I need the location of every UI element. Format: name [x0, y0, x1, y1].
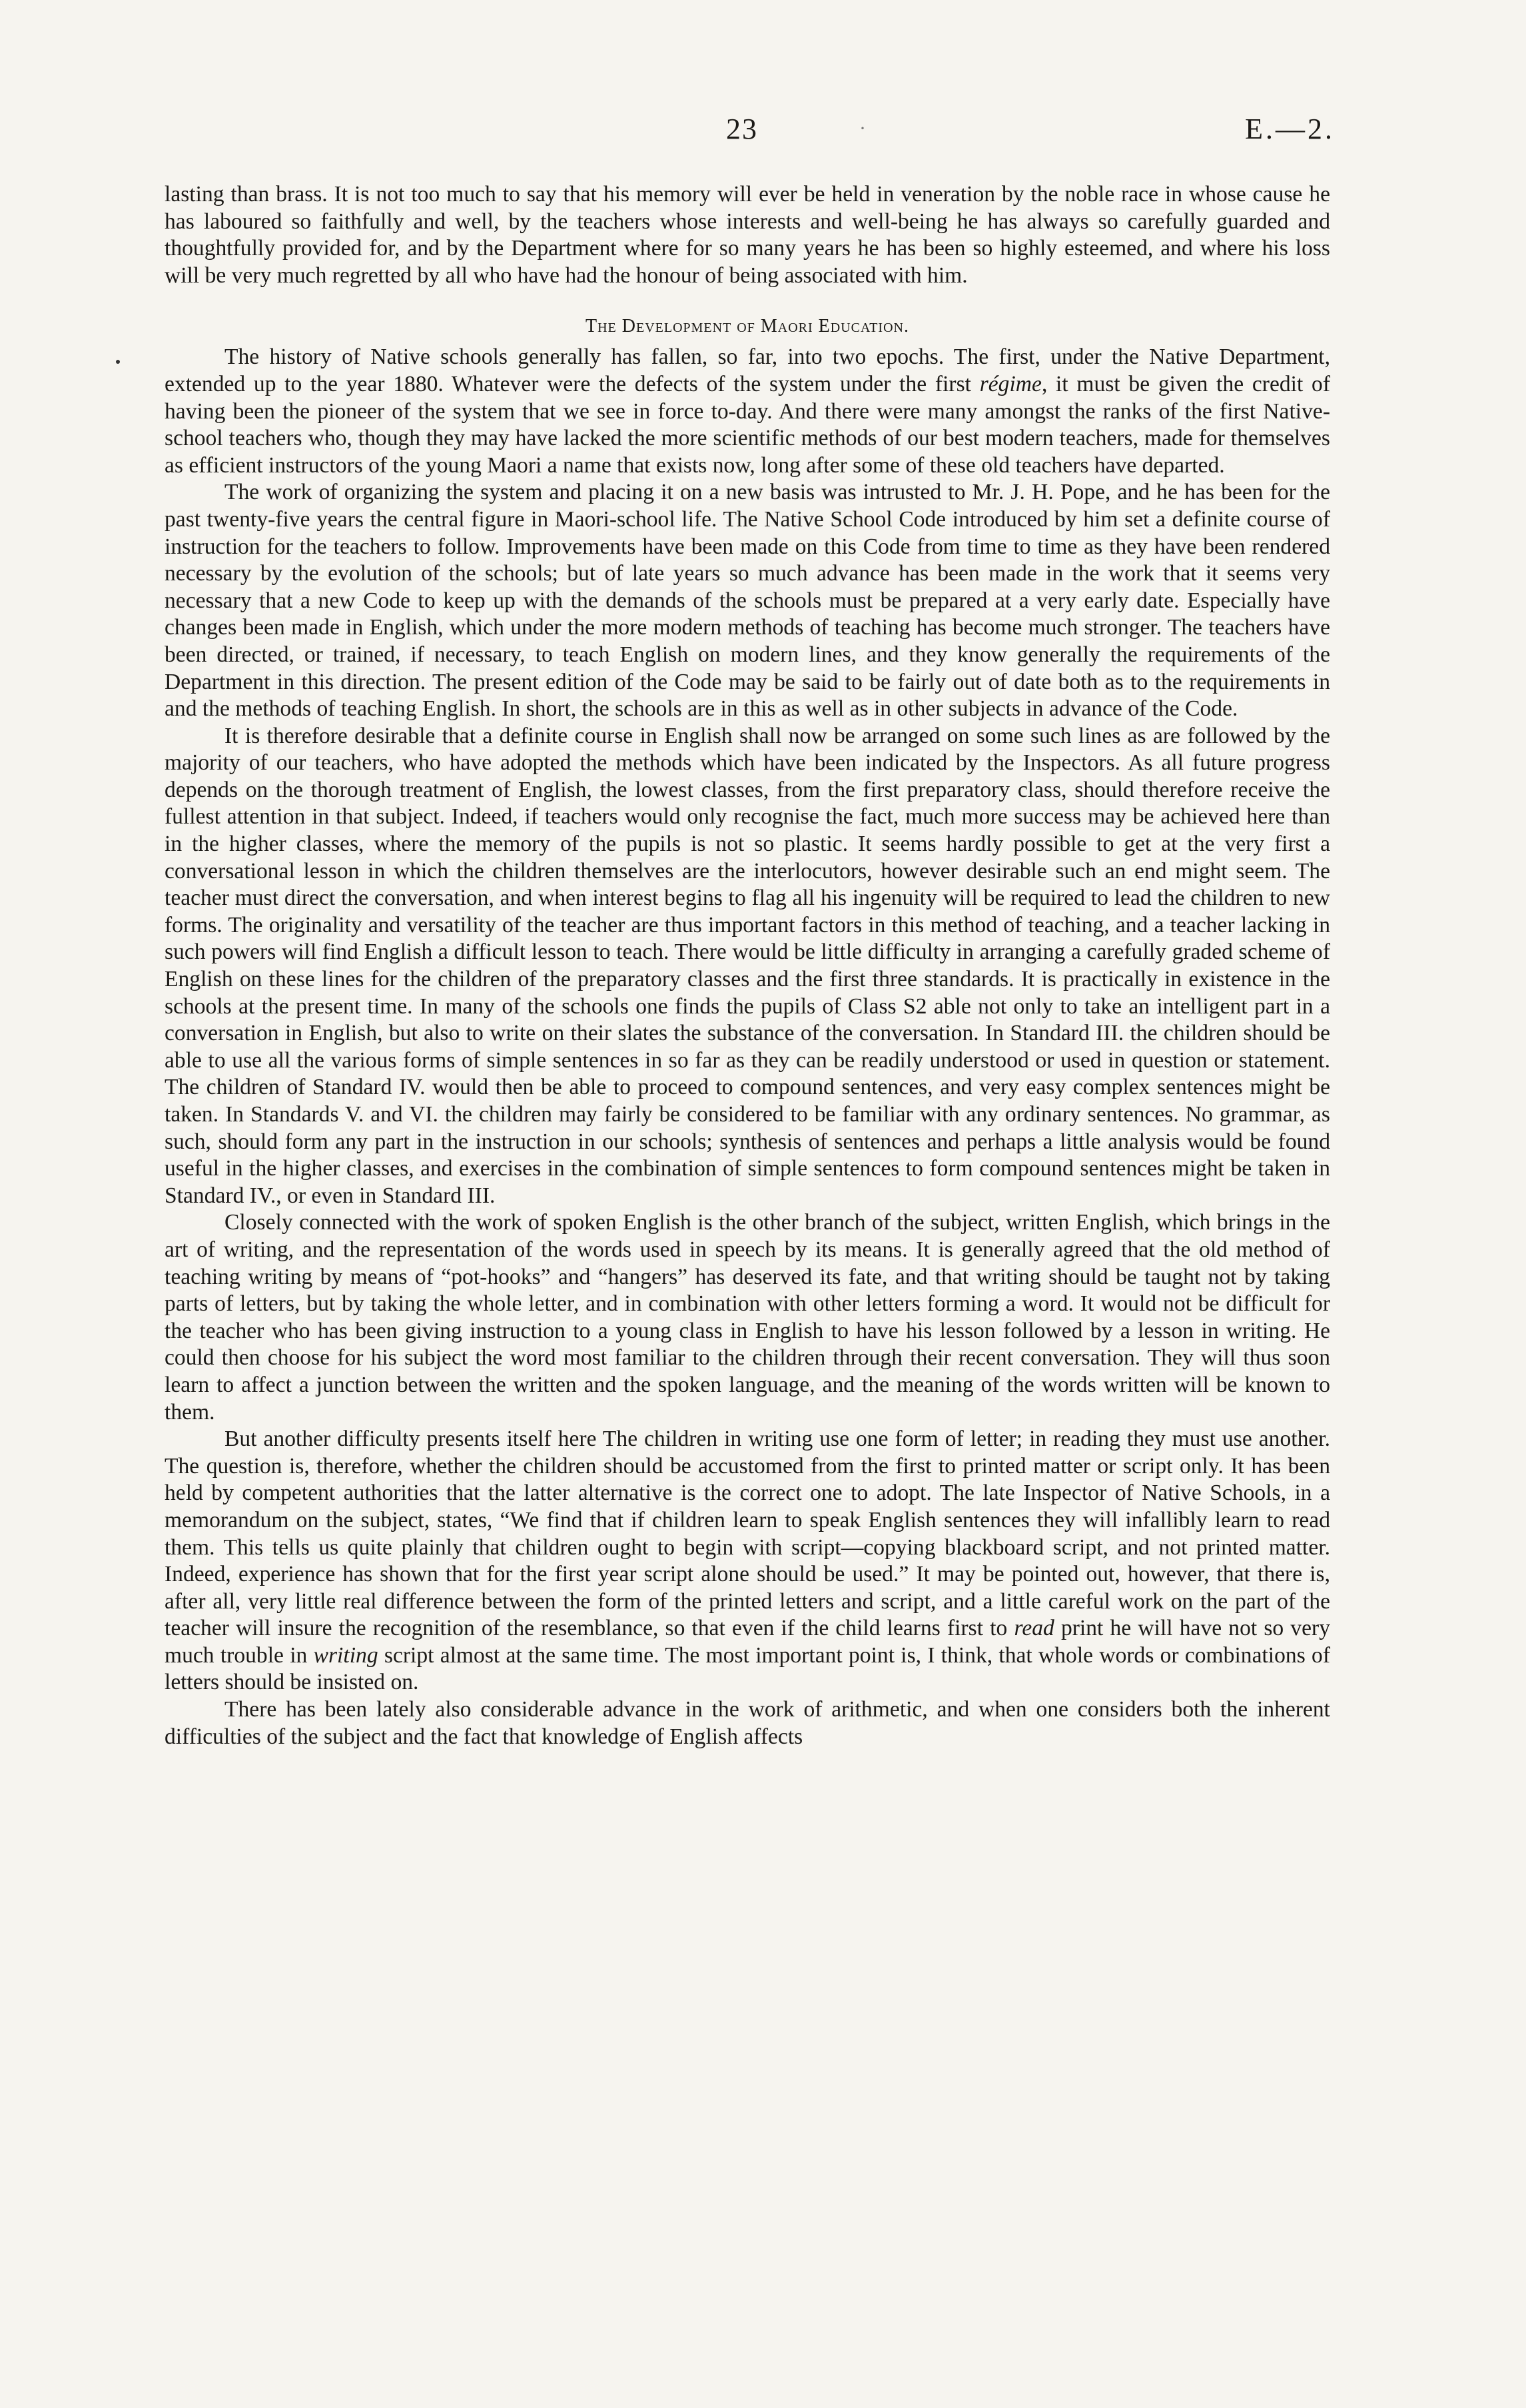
paragraph-text: But another difficulty presents itself here The children in writing use one form of letter; in reading they must use another. The question is, therefore, whether the children should be accustomed from the first to printed matter or script only. It has been held by competent authorities that the latter alternative is the correct one to adopt. The late Inspector of Native Schools, in a memorandum on the subject, states, “We find that if children learn to speak English sentences they will infallibly learn to read them. This tells us quite plainly that children ought to begin with script—copying blackboard script, and not printed matter. Indeed, experience has shown that for the first year script alone should be used.” It may be pointed out, however, that there is, after all, very little real difference between the form of the printed letters and script, and a little careful work on the part of the teacher will insure the recognition of the resemblance, so that even if the child learns first to — [165, 1427, 1330, 1641]
italic-term: read — [1014, 1616, 1054, 1641]
document-code: E.—2. — [1245, 113, 1335, 145]
paragraph-text: The history of Native schools generally has fallen, so far, into two epochs. The first, under the Native Department, extended up to the year 1880. Whatever were the defects of the system under the first — [165, 344, 1330, 396]
margin-mark — [116, 360, 120, 364]
paragraph-reading-script — [165, 1426, 1330, 1696]
paragraph-text: script almost at the same time. The most important point is, I think, that whole words or combinations of letters should be insisted on. — [165, 1642, 1330, 1695]
italic-term: writing — [313, 1642, 378, 1668]
paragraph-arithmetic: There has been lately also considerable advance in the work of arithmetic, and when one considers both the inherent difficulties of the subject and the fact that knowledge of English affects — [165, 1697, 1330, 1749]
paragraph-text: print he will have not so very much trouble in — [165, 1616, 1331, 1668]
paragraph-text: , it must be given the credit of having been the pioneer of the system that we see in force to-day. And there were many amongst the ranks of the first Native-school teachers who, though they may have lacked the more scientific methods of our best modern teachers, made for themselves as efficient instructors of the young Maori a name that exists now, long after some of these old teachers have departed. — [165, 371, 1330, 478]
section-heading: The Development of Maori Education. — [585, 316, 909, 337]
paragraph-continuation: lasting than brass. It is not too much to say that his memory will ever be held in veneration by the noble race in whose cause he has laboured so faithfully and well, by the teachers whose interests and well-being he has always so carefully guarded and thoughtfully provided for, and by the Department where for so many years he has been so highly esteemed, and where his loss will be very much regretted by all who have had the honour of being associated with him. — [165, 182, 1330, 288]
header-dot: · — [859, 117, 866, 139]
paragraph-native-school-code: The work of organizing the system and placing it on a new basis was intrusted to Mr. J. H. Pope, and he has been for the past twenty-five years the central figure in Maori-school life. The Native School Code introduced by him set a definite course of instruction for the teachers to follow. Improvements have been made on this Code from time to time as they have been rendered necessary by the evolution of the schools; but of late years so much advance has been made in the work that it seems very necessary that a new Code to keep up with the demands of the schools must be prepared at a very early date. Especially have changes been made in English, which under the more modern methods of teaching has become much stronger. The teachers have been directed, or trained, if necessary, to teach English on modern lines, and they know generally the requirements of the Department in this direction. The present edition of the Code may be said to be fairly out of date both as to the requirements in and the methods of teaching English. In short, the schools are in this as well as in other subjects in advance of the Code. — [165, 480, 1330, 722]
body-text — [165, 181, 1330, 1750]
page-number: 23 — [726, 113, 758, 145]
paragraph-epochs — [165, 344, 1330, 479]
page-header — [0, 112, 1526, 165]
italic-term: régime — [979, 371, 1042, 396]
paragraph-english-course: It is therefore desirable that a definite course in English shall now be arranged on some such lines as are followed by the majority of our teachers, who have adopted the methods which have been indicated by the Inspectors. As all future progress depends on the thorough treatment of English, the lowest classes, from the first preparatory class, should therefore receive the fullest attention in that subject. Indeed, if teachers would only recognise the fact, much more success may be achieved here than in the higher classes, where the memory of the pupils is not so plastic. It seems hardly possible to get at the very first a conversational lesson in which the children themselves are the interlocutors, however desirable such an end might seem. The teacher must direct the conversation, and when interest begins to flag all his ingenuity will be required to lead the children to new forms. The originality and versatility of the teacher are thus important factors in this method of teaching, and a teacher lacking in such powers will find English a difficult lesson to teach. There would be little difficulty in arranging a carefully graded scheme of English on these lines for the children of the preparatory classes and the first three standards. It is practically in existence in the schools at the present time. In many of the schools one finds the pupils of Class S2 able not only to take an intelligent part in a conversation in English, but also to write on their slates the substance of the conversation. In Standard III. the children should be able to use all the various forms of simple sentences in so far as they can be readily understood or used in question or statement. The children of Standard IV. would then be able to proceed to compound sentences, and very easy complex sentences might be taken. In Standards V. and VI. the children may fairly be considered to be familiar with any ordinary sentences. No grammar, as such, should form any part in the instruction in our schools; synthesis of sentences and perhaps a little analysis would be found useful in the higher classes, and exercises in the combination of simple sentences to form compound sentences might be taken in Standard IV., or even in Standard III. — [165, 723, 1330, 1208]
paragraph-written-english: Closely connected with the work of spoken English is the other branch of the subject, written English, which brings in the art of writing, and the representation of the words used in speech by its means. It is generally agreed that the old method of teaching writing by means of “pot-hooks” and “hangers” has deserved its fate, and that writing should be taught not by taking parts of letters, but by taking the whole letter, and in combination with other letters forming a word. It would not be difficult for the teacher who has been giving instruction to a young class in English to have his lesson followed by a lesson in writing. He could then choose for his subject the word most familiar to the children through their recent conversation. They will thus soon learn to affect a junction between the written and the spoken language, and the meaning of the words written will be known to them. — [165, 1210, 1330, 1425]
